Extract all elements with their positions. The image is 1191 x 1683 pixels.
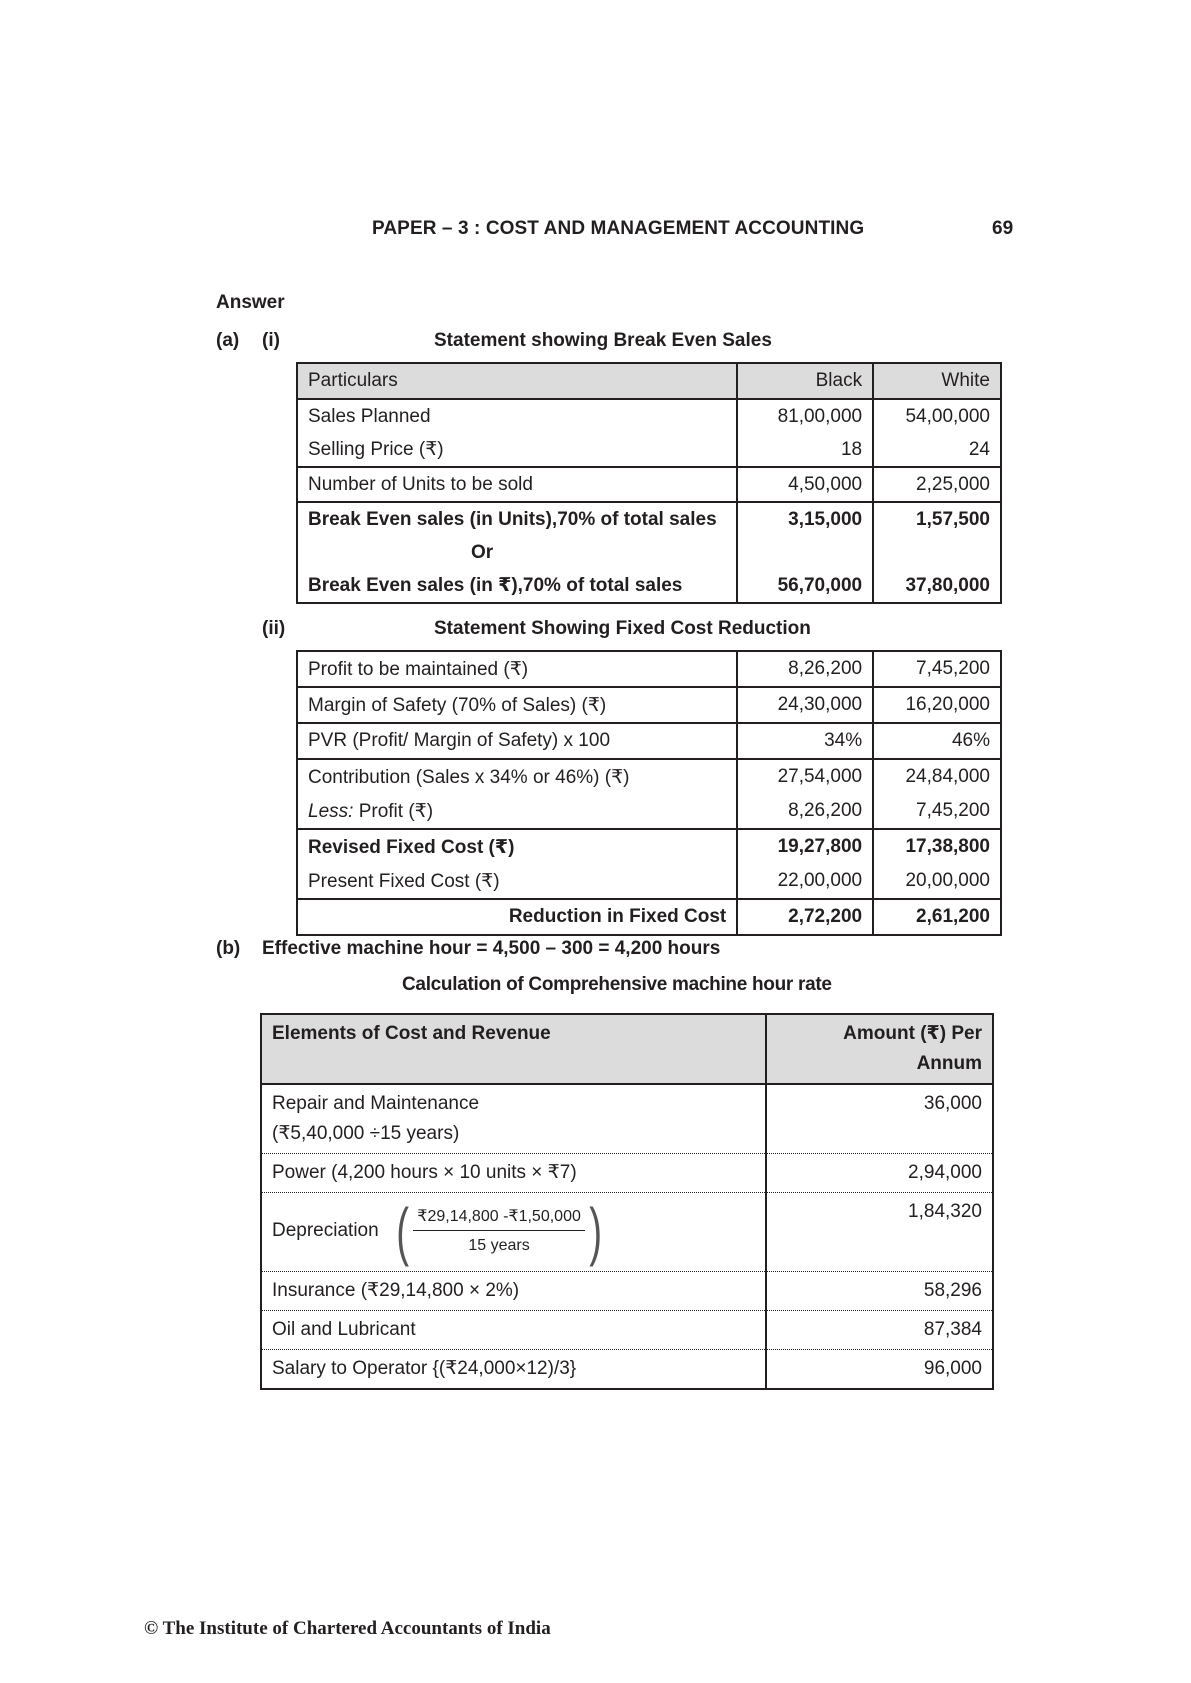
- row-amount: 87,384: [766, 1311, 993, 1350]
- row-amount: 58,296: [766, 1272, 993, 1311]
- table-row: [297, 467, 1001, 502]
- row-black: 18: [737, 433, 873, 467]
- header-particulars: Particulars: [297, 363, 737, 399]
- part-a-label: (a): [216, 330, 240, 351]
- table-row: [297, 723, 1001, 759]
- row-white: 2,25,000: [873, 467, 1001, 502]
- row-white: [873, 536, 1001, 569]
- row-black: 22,00,000: [737, 864, 873, 899]
- row-black: 81,00,000: [737, 399, 873, 433]
- table-row: [297, 794, 1001, 829]
- table-row: [297, 399, 1001, 433]
- row-black: 4,50,000: [737, 467, 873, 502]
- table-row: [261, 1193, 993, 1272]
- row-white: 17,38,800: [873, 829, 1001, 864]
- less-profit-text: Profit (₹): [353, 800, 434, 822]
- row-amount: 36,000: [766, 1084, 993, 1154]
- row-white: 16,20,000: [873, 687, 1001, 723]
- row-black: 56,70,000: [737, 569, 873, 603]
- table-row: [297, 687, 1001, 723]
- break-even-table: [296, 362, 1002, 604]
- answer-heading: Answer: [216, 292, 285, 313]
- row-particular: Revised Fixed Cost (₹): [297, 829, 737, 864]
- row-particular: Selling Price (₹): [297, 433, 737, 467]
- fraction: [413, 1206, 585, 1257]
- header-black: Black: [737, 363, 873, 399]
- row-white: 24,84,000: [873, 759, 1001, 794]
- table-row: [297, 536, 1001, 569]
- page-number: 69: [992, 218, 1014, 239]
- left-paren: (: [396, 1195, 410, 1267]
- row-white: 46%: [873, 723, 1001, 759]
- row-particular: Profit to be maintained (₹): [297, 651, 737, 687]
- row-white: 54,00,000: [905, 405, 990, 427]
- row-element: [261, 1084, 766, 1154]
- row-black: 27,54,000: [737, 759, 873, 794]
- table-row: [261, 1350, 993, 1390]
- row-black: 34%: [737, 723, 873, 759]
- table-row: [297, 759, 1001, 794]
- row-particular: Number of Units to be sold: [297, 467, 737, 502]
- row-particular: Sales Planned: [297, 399, 737, 433]
- row-black: 2,72,200: [737, 899, 873, 935]
- table-row: [297, 433, 1001, 467]
- part-a-ii-label: (ii): [262, 618, 286, 639]
- row-element: Power (4,200 hours × 10 units × ₹7): [261, 1154, 766, 1193]
- row-particular: Break Even sales (in Units),70% of total sales: [297, 502, 737, 536]
- right-paren: ): [589, 1195, 602, 1267]
- row-white: 1,57,500: [873, 502, 1001, 536]
- row-particular: Contribution (Sales x 34% or 46%) (₹): [297, 759, 737, 794]
- copyright-footer: © The Institute of Chartered Accountants of India: [144, 1618, 551, 1639]
- row-element-line2: (₹5,40,000 ÷15 years): [272, 1123, 460, 1144]
- table-row: [297, 502, 1001, 536]
- row-black: 19,27,800: [737, 829, 873, 864]
- row-black: 3,15,000: [737, 502, 873, 536]
- row-white: 2,61,200: [873, 899, 1001, 935]
- header-white: White: [873, 363, 1001, 399]
- row-particular: PVR (Profit/ Margin of Safety) x 100: [297, 723, 737, 759]
- row-white: 24: [968, 438, 990, 460]
- part-a-i-label: (i): [262, 330, 280, 351]
- table-row: [261, 1084, 993, 1154]
- page-header-title: PAPER – 3 : COST AND MANAGEMENT ACCOUNTING: [372, 218, 865, 239]
- row-amount: 1,84,320: [766, 1193, 993, 1272]
- depreciation-label: Depreciation: [272, 1220, 379, 1241]
- table-row: [297, 569, 1001, 603]
- table-header-row: [297, 363, 1001, 399]
- row-black: 24,30,000: [737, 687, 873, 723]
- row-element: Insurance (₹29,14,800 × 2%): [261, 1272, 766, 1311]
- fraction-denominator: 15 years: [468, 1236, 530, 1254]
- or-separator: Or: [297, 536, 737, 569]
- part-b-label: (b): [216, 938, 241, 959]
- table-row: [297, 864, 1001, 899]
- effective-machine-hour: Effective machine hour = 4,500 – 300 = 4,200 hours: [262, 938, 721, 959]
- fixed-cost-reduction-table: [296, 650, 1002, 936]
- row-element: Oil and Lubricant: [261, 1311, 766, 1350]
- machine-hour-rate-table: [260, 1013, 994, 1390]
- table-header-row: [261, 1014, 993, 1084]
- row-particular: [297, 794, 737, 829]
- depreciation-formula: [392, 1195, 606, 1267]
- fraction-numerator: ₹29,14,800 -₹1,50,000: [413, 1206, 585, 1231]
- row-white: 7,45,200: [916, 800, 990, 821]
- row-black: [737, 536, 873, 569]
- row-black: 8,26,200: [737, 794, 873, 829]
- fixed-cost-reduction-heading: Statement Showing Fixed Cost Reduction: [434, 618, 811, 639]
- header-amount-line2: Annum: [916, 1053, 982, 1074]
- table-row: [261, 1311, 993, 1350]
- less-italic: Less:: [308, 800, 354, 822]
- row-white: 20,00,000: [905, 870, 990, 891]
- row-particular: Present Fixed Cost (₹): [297, 864, 737, 899]
- table-row: [261, 1272, 993, 1311]
- table-row: [261, 1154, 993, 1193]
- row-element: Salary to Operator {(₹24,000×12)/3}: [261, 1350, 766, 1390]
- row-white: 7,45,200: [916, 658, 990, 679]
- header-amount-line1: Amount (₹) Per: [843, 1023, 982, 1044]
- row-black: 8,26,200: [737, 651, 873, 687]
- row-white: 37,80,000: [905, 574, 990, 596]
- header-elements: Elements of Cost and Revenue: [261, 1014, 766, 1084]
- machine-hour-rate-heading: Calculation of Comprehensive machine hour rate: [402, 974, 832, 995]
- row-amount: 2,94,000: [766, 1154, 993, 1193]
- table-row: [297, 829, 1001, 864]
- table-row: [297, 899, 1001, 935]
- row-element: [261, 1193, 766, 1272]
- row-particular: Break Even sales (in ₹),70% of total sales: [297, 569, 737, 603]
- table-row: [297, 651, 1001, 687]
- break-even-heading: Statement showing Break Even Sales: [434, 330, 772, 351]
- row-element-line1: Repair and Maintenance: [272, 1093, 480, 1114]
- row-amount: 96,000: [923, 1358, 982, 1379]
- header-amount: [766, 1014, 993, 1084]
- row-particular: Reduction in Fixed Cost: [297, 899, 737, 935]
- row-particular: Margin of Safety (70% of Sales) (₹): [297, 687, 737, 723]
